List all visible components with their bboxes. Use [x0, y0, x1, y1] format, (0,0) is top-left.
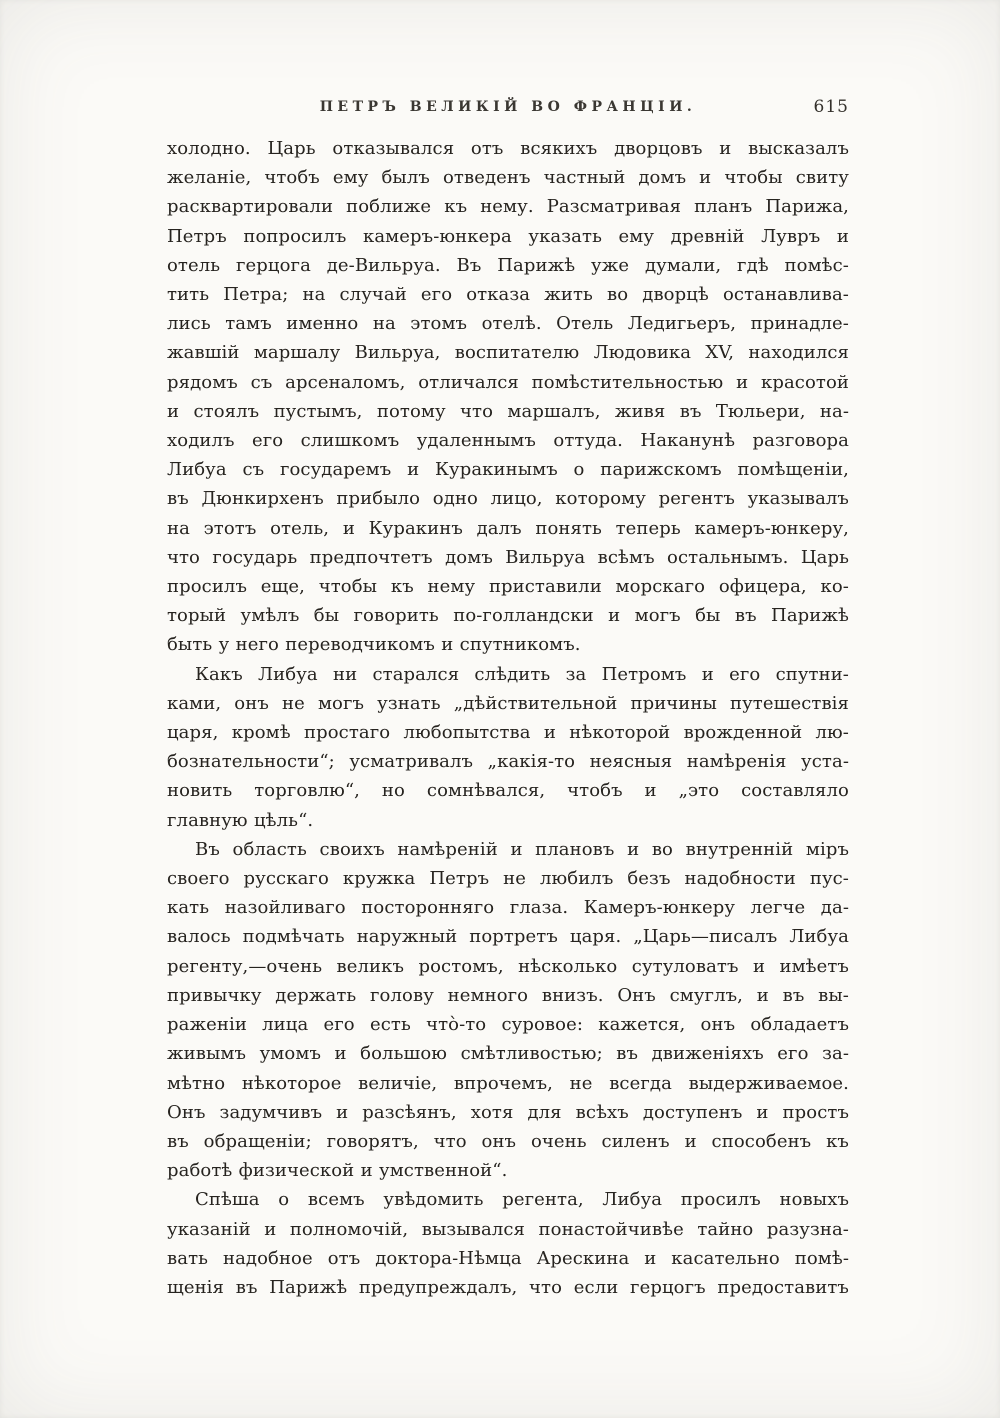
text-line: расквартировали поближе къ нему. Разсматривая планъ Парижа,	[167, 196, 849, 218]
text-line: тить Петра; на случай его отказа жить во дворцѣ останавлива-	[167, 284, 849, 306]
text-line: Спѣша о всемъ увѣдомить регента, Либуа просилъ новыхъ	[195, 1189, 849, 1211]
text-line: что государь предпочтетъ домъ Вильруа всѣмъ остальнымъ. Царь	[167, 546, 849, 568]
text-line: рядомъ съ арсеналомъ, отличался помѣстительностью и красотой	[167, 371, 849, 393]
text-line: быть у него переводчикомъ и спутникомъ.	[167, 634, 581, 656]
paragraph	[167, 1185, 849, 1302]
text-line: лись тамъ именно на этомъ отелѣ. Отель Ледигьеръ, принадле-	[167, 313, 849, 335]
page-body	[167, 134, 849, 1302]
text-line: холодно. Царь отказывался отъ всякихъ дворцовъ и высказалъ	[167, 138, 849, 159]
text-line: раженіи лица его есть что̀-то суровое: кажется, онъ обладаетъ	[167, 1014, 849, 1036]
text-line: царя, кромѣ простаго любопытства и нѣкоторой врожденной лю-	[167, 722, 849, 744]
text-line: новить торговлю“, но сомнѣвался, чтобъ и „это составляло	[167, 780, 849, 802]
text-line: Въ область своихъ намѣреній и плановъ и во внутренній міръ	[195, 838, 849, 860]
text-line: бознательности“; усматривалъ „какія-то неясныя намѣренія уста-	[167, 751, 849, 773]
text-line: жавшій маршалу Вильруа, воспитателю Людовика XV, находился	[167, 342, 849, 364]
text-line: живымъ умомъ и большою смѣтливостью; въ движеніяхъ его за-	[167, 1043, 849, 1065]
text-line: щенія въ Парижѣ предупреждалъ, что если герцогъ предоставитъ	[167, 1276, 849, 1298]
text-line: вать надобное отъ доктора-Нѣмца Арескина и касательно помѣ-	[167, 1247, 849, 1269]
text-line: Онъ задумчивъ и разсѣянъ, хотя для всѣхъ доступенъ и простъ	[167, 1101, 849, 1123]
text-line: и стоялъ пустымъ, потому что маршалъ, живя въ Тюльери, на-	[167, 400, 849, 422]
text-line: Либуа съ государемъ и Куракинымъ о парижскомъ помѣщеніи,	[167, 459, 849, 481]
text-block	[167, 94, 849, 1302]
text-line: Какъ Либуа ни старался слѣдить за Петромъ и его спутни-	[195, 663, 849, 685]
paragraph	[167, 660, 849, 835]
text-line: мѣтно нѣкоторое величіе, впрочемъ, не всегда выдерживаемое.	[167, 1072, 849, 1094]
text-line: торый умѣлъ бы говорить по-голландски и могъ бы въ Парижѣ	[167, 605, 849, 627]
running-head	[167, 94, 849, 120]
running-head-title: ПЕТРЪ ВЕЛИКІЙ ВО ФРАНЦІИ.	[319, 99, 697, 115]
text-line: кать назойливаго посторонняго глаза. Камеръ-юнкеру легче да-	[167, 897, 849, 919]
page-number: 615	[813, 97, 849, 117]
text-line: желаніе, чтобъ ему былъ отведенъ частный домъ и чтобы свиту	[167, 167, 849, 189]
text-line: главную цѣль“.	[167, 809, 314, 831]
text-line: привычку держать голову немного внизъ. Онъ смуглъ, и въ вы-	[167, 984, 849, 1006]
text-line: Петръ попросилъ камеръ-юнкера указать ему древній Лувръ и	[167, 225, 849, 247]
text-line: своего русскаго кружка Петръ не любилъ безъ надобности пус-	[167, 868, 849, 890]
text-line: въ Дюнкирхенъ прибыло одно лицо, которому регентъ указывалъ	[167, 488, 849, 510]
paragraph	[167, 134, 849, 660]
text-line: ками, онъ не могъ узнать „дѣйствительной причины путешествія	[167, 692, 849, 714]
text-line: въ обращеніи; говорятъ, что онъ очень силенъ и способенъ къ	[167, 1130, 849, 1152]
paragraph	[167, 835, 849, 1185]
text-line: указаній и полномочій, вызывался понастойчивѣе тайно разузна-	[167, 1218, 849, 1240]
text-line: регенту,—очень великъ ростомъ, нѣсколько сутуловатъ и имѣетъ	[167, 955, 849, 977]
text-line: работѣ физической и умственной“.	[167, 1160, 508, 1182]
text-line: валось подмѣчать наружный портретъ царя. „Царь—писалъ Либуа	[167, 926, 849, 948]
text-line: на этотъ отель, и Куракинъ далъ понять теперь камеръ-юнкеру,	[167, 517, 849, 539]
text-line: отель герцога де-Вильруа. Въ Парижѣ уже думали, гдѣ помѣс-	[167, 254, 849, 276]
text-line: ходилъ его слишкомъ удаленнымъ оттуда. Наканунѣ разговора	[167, 430, 849, 452]
text-line: просилъ еще, чтобы къ нему приставили морскаго офицера, ко-	[167, 576, 849, 598]
